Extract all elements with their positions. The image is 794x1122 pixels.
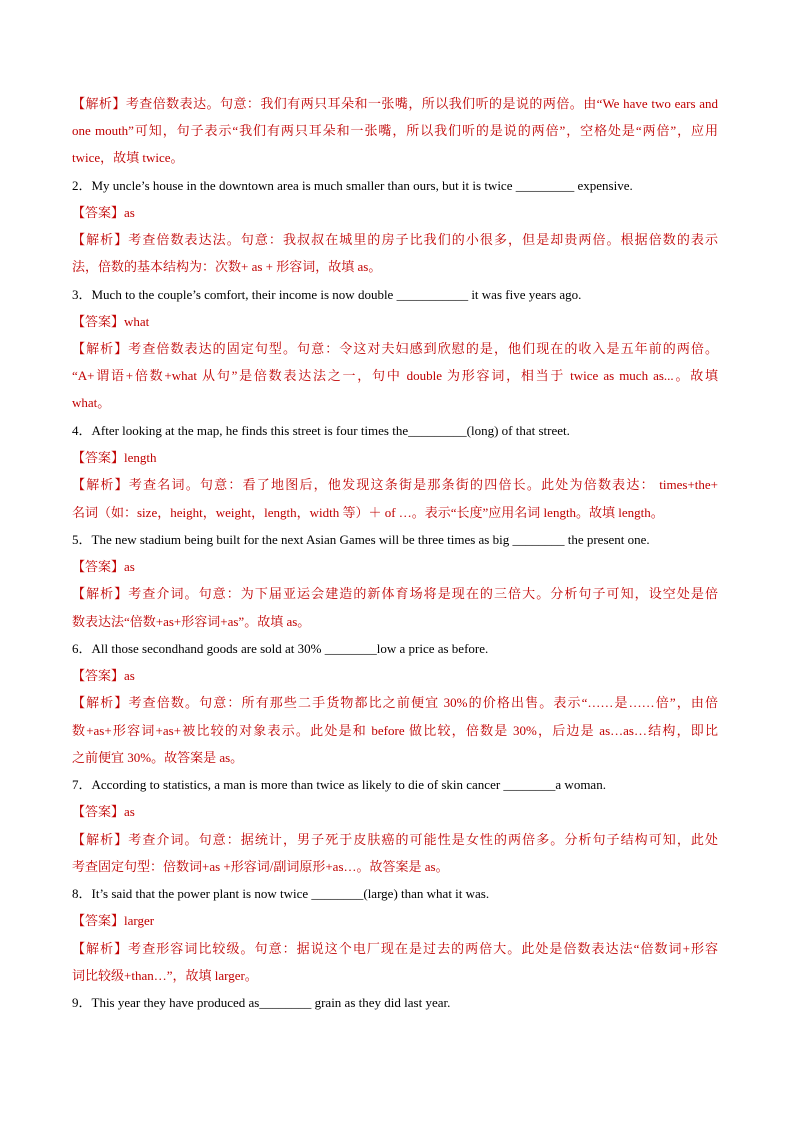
answer-3: 【答案】what bbox=[72, 314, 150, 329]
question-6: 6．All those secondhand goods are sold at 30% ________low a price as before. bbox=[72, 641, 489, 656]
analysis-line: 词比较级+than…”，故填 larger。 bbox=[72, 968, 258, 983]
question-9: 9．This year they have produced as________ grain as they did last year. bbox=[72, 995, 451, 1010]
analysis-line: 数+as+形容词+as+被比较的对象表示。此处是和 before 做比较，倍数是 30%，后边是 as…as…结构，即比 bbox=[72, 723, 718, 738]
answer-7: 【答案】as bbox=[72, 804, 135, 819]
analysis-line: 考查固定句型：倍数词+as +形容词/副词原形+as…。故答案是 as。 bbox=[72, 859, 449, 874]
question-3: 3．Much to the couple’s comfort, their income is now double ___________ it was five years ago. bbox=[72, 287, 582, 302]
question-5: 5．The new stadium being built for the next Asian Games will be three times as big ________ the present one. bbox=[72, 532, 650, 547]
analysis-line: 之前便宜 30%。故答案是 as。 bbox=[72, 750, 244, 765]
analysis-line: 法，倍数的基本结构为：次数+ as + 形容词，故填 as。 bbox=[72, 259, 382, 274]
analysis-line: 【解析】考查倍数表达的固定句型。句意：令这对夫妇感到欣慰的是，他们现在的收入是五年前的两倍。 bbox=[72, 341, 718, 356]
question-7: 7．According to statistics, a man is more than twice as likely to die of skin cancer ________a woman. bbox=[72, 777, 606, 792]
analysis-line: 数表达法“倍数+as+形容词+as”。故填 as。 bbox=[72, 614, 311, 629]
question-8: 8．It’s said that the power plant is now twice ________(large) than what it was. bbox=[72, 886, 490, 901]
answer-5: 【答案】as bbox=[72, 559, 135, 574]
question-2: 2．My uncle’s house in the downtown area is much smaller than ours, but it is twice _________ expensive. bbox=[72, 178, 633, 193]
analysis-line: 【解析】考查倍数表达。句意：我们有两只耳朵和一张嘴，所以我们听的是说的两倍。由“We have two ears and bbox=[72, 96, 718, 111]
question-4: 4．After looking at the map, he finds this street is four times the_________(long) of that street. bbox=[72, 423, 570, 438]
answer-8: 【答案】larger bbox=[72, 913, 155, 928]
analysis-line: 名词（如：size，height，weight，length，width 等）＋ of …。表示“长度”应用名词 length。故填 length。 bbox=[72, 505, 664, 520]
analysis-line: 【解析】考查倍数表达法。句意：我叔叔在城里的房子比我们的小很多，但是却贵两倍。根据倍数的表示 bbox=[72, 232, 718, 247]
analysis-line: 【解析】考查倍数。句意：所有那些二手货物都比之前便宜 30%的价格出售。表示“……是……倍”，由倍 bbox=[72, 695, 718, 710]
answer-4: 【答案】length bbox=[72, 450, 157, 465]
analysis-line: 【解析】考查名词。句意：看了地图后，他发现这条街是那条街的四倍长。此处为倍数表达： times+the+ bbox=[72, 477, 718, 492]
analysis-line: 【解析】考查介词。句意：为下届亚运会建造的新体育场将是现在的三倍大。分析句子可知，设空处是倍 bbox=[72, 586, 718, 601]
analysis-line: “A+谓语+倍数+what 从句”是倍数表达法之一，句中 double 为形容词，相当于 twice as much as...。故填 bbox=[72, 368, 718, 383]
analysis-line: 【解析】考查介词。句意：据统计，男子死于皮肤癌的可能性是女性的两倍多。分析句子结构可知，此处 bbox=[72, 832, 718, 847]
analysis-line: one mouth”可知，句子表示“我们有两只耳朵和一张嘴，所以我们听的是说的两倍”，空格处是“两倍”，应用 bbox=[72, 123, 718, 138]
answer-2: 【答案】as bbox=[72, 205, 135, 220]
analysis-line: twice，故填 twice。 bbox=[72, 150, 184, 165]
analysis-line: 【解析】考查形容词比较级。句意：据说这个电厂现在是过去的两倍大。此处是倍数表达法“倍数词+形容 bbox=[72, 941, 718, 956]
answer-6: 【答案】as bbox=[72, 668, 135, 683]
analysis-line: what。 bbox=[72, 395, 111, 410]
